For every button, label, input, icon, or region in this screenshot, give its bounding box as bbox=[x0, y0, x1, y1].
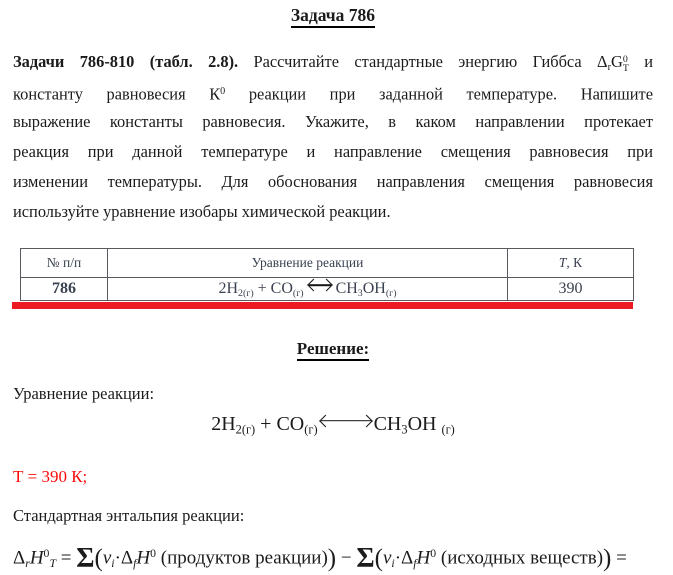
equals-sign: = bbox=[55, 547, 77, 569]
enthalpy-H: H bbox=[416, 547, 431, 569]
nu-subscript: i bbox=[111, 557, 115, 571]
reagent-co: + CO bbox=[255, 413, 305, 435]
enthalpy-label: Стандартная энтальпия реакции: bbox=[13, 506, 245, 525]
reagent-h2: 2H bbox=[218, 279, 239, 297]
equation-label: Уравнение реакции: bbox=[13, 384, 155, 403]
delta-subscript-f: f bbox=[413, 557, 417, 571]
enthalpy-subscript: T bbox=[49, 557, 56, 571]
product-oh: OH bbox=[362, 279, 386, 297]
enthalpy-superscript: 0 bbox=[43, 547, 50, 561]
temperature-unit: , К bbox=[566, 255, 583, 270]
reaction-equation bbox=[0, 413, 666, 438]
reagent-co: + CO bbox=[253, 279, 293, 297]
equals-sign: = bbox=[611, 547, 627, 569]
product-ch: CH bbox=[373, 413, 402, 435]
ch-subscript: 3 bbox=[357, 287, 363, 299]
intro-line-2-end: реакции при заданной температуре. Напишите bbox=[225, 84, 653, 104]
co-subscript: (г) bbox=[304, 422, 318, 437]
intro-line-1-end: и bbox=[628, 52, 653, 71]
intro-line-2 bbox=[13, 77, 653, 107]
intro-line-4: реакция при данной температуре и направление смещения равновесия при bbox=[13, 142, 653, 161]
reagent-h2: 2H bbox=[211, 413, 236, 435]
gibbs-energy-notation bbox=[597, 52, 629, 75]
reversible-arrow-icon bbox=[320, 414, 372, 428]
enthalpy-H: H bbox=[136, 547, 151, 569]
header-cell-temperature bbox=[508, 249, 634, 278]
delta-subscript-r: r bbox=[25, 557, 30, 571]
nu-symbol: ν bbox=[102, 547, 112, 569]
products-text: (продуктов реакции) bbox=[156, 547, 328, 569]
enthalpy-superscript: 0 bbox=[150, 547, 157, 561]
enthalpy-H: H bbox=[29, 547, 44, 569]
equilibrium-arrow-icon bbox=[308, 279, 332, 291]
intro-paragraph bbox=[13, 47, 653, 227]
header-cell-number: № п/п bbox=[21, 249, 108, 278]
close-paren: ) bbox=[603, 545, 612, 573]
intro-line-1-text: Рассчитайте стандартные энергию Гиббса bbox=[238, 52, 598, 71]
reactants-text: (исходных веществ) bbox=[436, 547, 604, 569]
solution-heading bbox=[0, 339, 666, 359]
intro-line-1 bbox=[13, 47, 653, 77]
intro-line-3: выражение константы равновесия. Укажите, в каком направлении протекает bbox=[13, 112, 653, 131]
gibbs-G: G bbox=[610, 52, 623, 71]
delta-subscript: r bbox=[607, 62, 611, 74]
page-title-text: Задача 786 bbox=[291, 5, 375, 28]
open-paren: ( bbox=[374, 545, 383, 573]
multiplication-dot: · bbox=[394, 547, 402, 569]
h2-subscript: 2(г) bbox=[238, 287, 254, 299]
row-cell-equation bbox=[108, 278, 508, 301]
red-underline-divider bbox=[12, 302, 633, 309]
sigma-symbol: Σ bbox=[356, 543, 375, 574]
header-cell-equation: Уравнение реакции bbox=[108, 249, 508, 278]
co-subscript: (г) bbox=[292, 287, 304, 299]
gibbs-subscript-T: Т bbox=[622, 63, 629, 75]
k-superscript-0: 0 bbox=[220, 86, 226, 97]
delta-subscript-f: f bbox=[133, 557, 137, 571]
minus-sign: − bbox=[336, 547, 357, 569]
intro-line-5: изменении температуры. Для обоснования направления смещения равновесия bbox=[13, 172, 653, 191]
intro-line-2-text: константу равновесия К bbox=[13, 84, 221, 104]
delta-symbol: Δ bbox=[597, 52, 608, 71]
temperature-symbol: Т bbox=[558, 255, 567, 270]
temperature-value: Т = 390 К; bbox=[13, 467, 88, 486]
delta-symbol: Δ bbox=[120, 547, 134, 569]
intro-line-6: используйте уравнение изобары химической реакции. bbox=[13, 202, 391, 221]
close-paren: ) bbox=[327, 545, 337, 573]
row-cell-number: 786 bbox=[21, 278, 108, 301]
product-ch: CH bbox=[335, 279, 358, 297]
delta-symbol: Δ bbox=[13, 547, 26, 569]
task-table bbox=[20, 248, 634, 301]
table-data-row bbox=[21, 278, 634, 301]
gibbs-superscript-0: 0 bbox=[622, 54, 628, 66]
nu-subscript: i bbox=[391, 557, 395, 571]
delta-symbol: Δ bbox=[401, 547, 414, 569]
product-oh: OH bbox=[407, 413, 442, 435]
table-header-row bbox=[21, 249, 634, 278]
oh-subscript: (г) bbox=[441, 422, 455, 437]
nu-symbol: ν bbox=[382, 547, 392, 569]
open-paren: ( bbox=[94, 545, 103, 573]
intro-lead-bold: Задачи 786-810 (табл. 2.8). bbox=[13, 52, 239, 71]
oh-subscript: (г) bbox=[385, 287, 397, 299]
solution-heading-text: Решение: bbox=[297, 339, 369, 361]
enthalpy-superscript: 0 bbox=[430, 547, 437, 561]
page-title bbox=[0, 5, 666, 26]
enthalpy-formula bbox=[13, 543, 673, 575]
row-cell-temperature: 390 bbox=[508, 278, 634, 301]
sigma-symbol: Σ bbox=[76, 543, 95, 574]
ch-subscript: 3 bbox=[401, 422, 408, 437]
multiplication-dot: · bbox=[114, 547, 121, 569]
h2-subscript: 2(г) bbox=[235, 422, 256, 437]
